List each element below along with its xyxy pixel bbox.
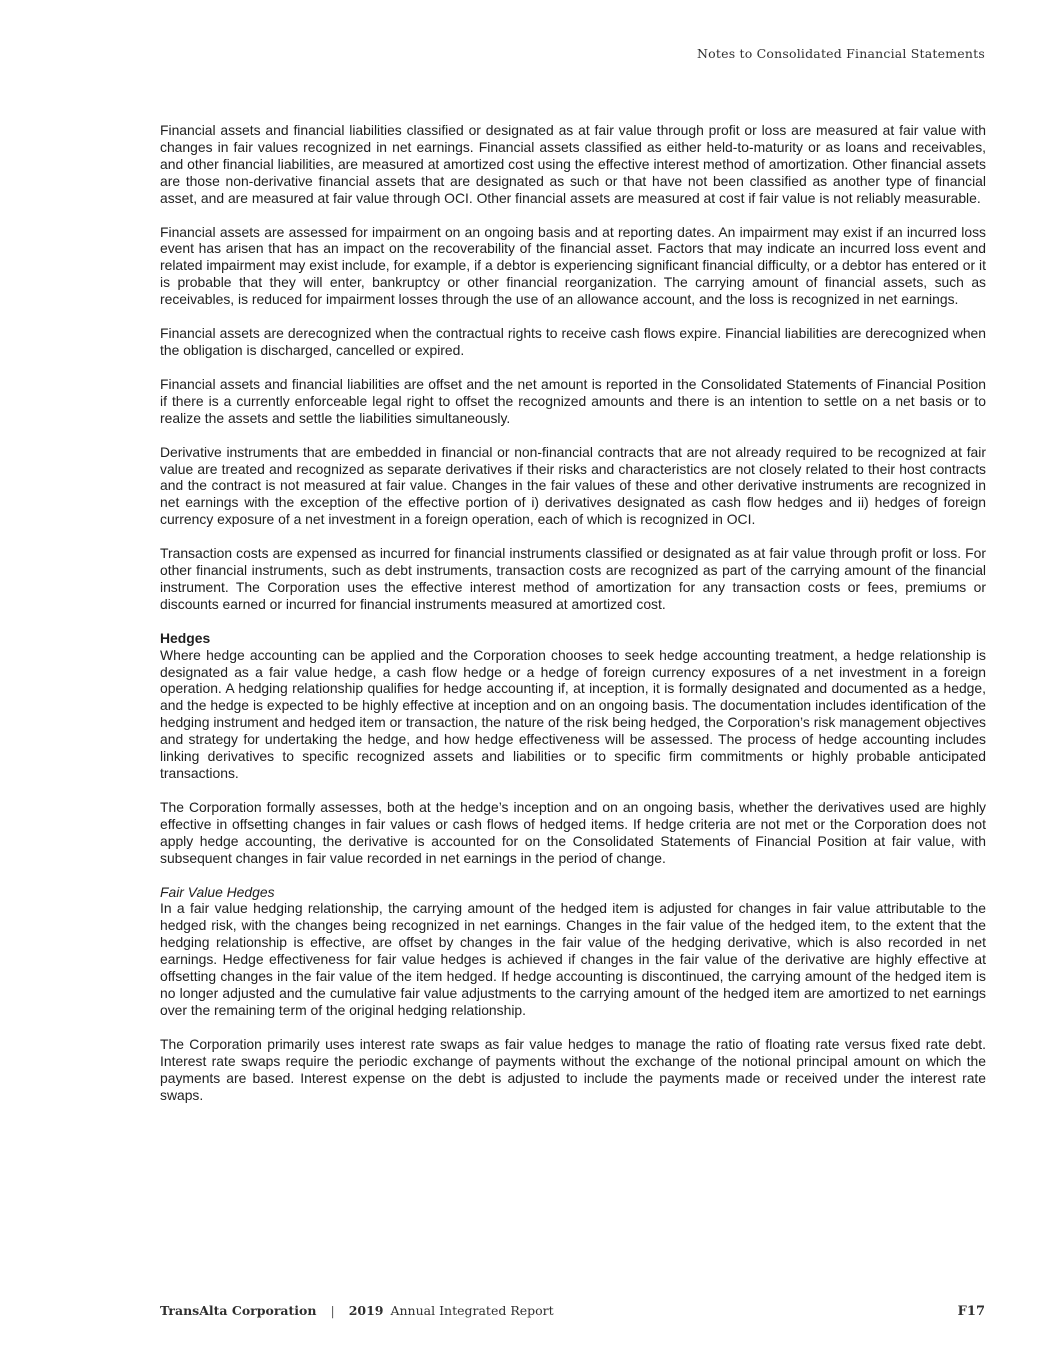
page-number: F17 bbox=[957, 1304, 985, 1319]
paragraph-hedge-accounting: Where hedge accounting can be applied and the Corporation chooses to seek hedge accounting treatment, a hedge relationship is designated as a fair value hedge, a cash flow hedge or a hedge of foreign currency exposures of a net investment in a foreign operation. A hedging relationship qualifies for hedge accounting if, at inception, it is formally designated and documented as a hedge, and the hedge is expected to be highly effective at inception and on an ongoing basis. The documentation includes identification of the hedging instrument and hedged item or transaction, the nature of the risk being hedged, the Corporation’s risk management objectives and strategy for undertaking the hedge, and how hedge effectiveness will be assessed. The process of hedge accounting includes linking derivatives to specific recognized assets and liabilities or to specific firm commitments or highly probable anticipated transactions. bbox=[160, 646, 986, 781]
paragraph-hedge-assessment: The Corporation formally assesses, both at the hedge’s inception and on an ongoing basis, whether the derivatives used are highly effective in offsetting changes in fair values or cash flows of hedged items. If hedge criteria are not met or the Corporation does not apply hedge accounting, the derivative is accounted for on the Consolidated Statements of Financial Position at fair value, with subsequent changes in fair value recorded in net earnings in the period of change. bbox=[160, 798, 986, 866]
content-area bbox=[160, 122, 986, 1103]
footer-separator: | bbox=[330, 1303, 335, 1318]
footer-left bbox=[160, 1303, 554, 1318]
page-header bbox=[697, 46, 985, 61]
paragraph-derecognition: Financial assets are derecognized when the contractual rights to receive cash flows expire. Financial liabilities are derecognized when the obligation is discharged, cancelled or expired. bbox=[160, 325, 986, 358]
section-heading-hedges: Hedges bbox=[160, 629, 211, 646]
footer-report-title: Annual Integrated Report bbox=[390, 1303, 554, 1318]
paragraph-fair-value-hedging: In a fair value hedging relationship, the carrying amount of the hedged item is adjusted for changes in fair value attributable to the hedged risk, with the changes being recognized in net earnings. Changes in the fair value of the hedged item, to the extent that the hedging relationship is effective, are offset by changes in the fair value of the hedging derivative, which is also recorded in net earnings. Hedge effectiveness for fair value hedges is achieved if changes in the fair value of the derivative are highly effective at offsetting changes in the fair value of the item hedged. If hedge accounting is discontinued, the carrying amount of the hedged item is no longer adjusted and the cumulative fair value adjustments to the carrying amount of the hedged item are amortized to net earnings over the remaining term of the original hedging relationship. bbox=[160, 900, 986, 1018]
paragraph-financial-assets-measurement: Financial assets and financial liabilities classified or designated as at fair value through profit or loss are measured at fair value with changes in fair values recognized in net earnings. Financial assets classified as either held-to-maturity or as loans and receivables, and other financial liabilities, are measured at amortized cost using the effective interest method of amortization. Other financial assets are those non-derivative financial assets that are designated as such or that have not been classified as another type of financial asset, and are measured at fair value through OCI. Other financial assets are measured at cost if fair value is not reliably measurable. bbox=[160, 122, 986, 206]
footer-company-name: TransAlta Corporation bbox=[160, 1303, 317, 1318]
paragraph-transaction-costs: Transaction costs are expensed as incurred for financial instruments classified or designated as at fair value through profit or loss. For other financial instruments, such as debt instruments, transaction costs are recognized as part of the carrying amount of the financial instrument. The Corporation uses the effective interest method of amortization for any transaction costs or fees, premiums or discounts earned or incurred for financial instruments measured at amortized cost. bbox=[160, 545, 986, 612]
paragraph-impairment: Financial assets are assessed for impairment on an ongoing basis and at reporting dates. An impairment may exist if an incurred loss event has arisen that has an impact on the recoverability of the financial asset. Factors that may indicate an incurred loss event and related impairment may exist include, for example, if a debtor is experiencing significant financial difficulty, or a debtor has entered or it is probable that they will enter, bankruptcy or other financial reorganization. The carrying amount of financial assets, such as receivables, is reduced for impairment losses through the use of an allowance account, and the loss is recognized in net earnings. bbox=[160, 223, 986, 308]
paragraph-embedded-derivatives: Derivative instruments that are embedded in financial or non-financial contracts that are not already required to be recognized at fair value are treated and recognized as separate derivatives if their risks and characteristics are not closely related to their host contracts and the contract is not measured at fair value. Changes in the fair values of these and other derivative instruments are recognized in net earnings with the exception of the effective portion of i) derivatives designated as cash flow hedges and ii) hedges of foreign currency exposure of a net investment in a foreign operation, each of which is recognized in OCI. bbox=[160, 443, 986, 528]
footer-report-year: 2019 bbox=[348, 1303, 384, 1318]
section-heading-fair-value-hedges: Fair Value Hedges bbox=[160, 883, 275, 900]
paragraph-interest-rate-swaps: The Corporation primarily uses interest rate swaps as fair value hedges to manage the ratio of floating rate versus fixed rate debt. Interest rate swaps require the periodic exchange of payments without the exchange of the notional principal amount on which the payments are based. Interest expense on the debt is adjusted to include the payments made or received under the interest rate swaps. bbox=[160, 1035, 986, 1103]
page-footer bbox=[160, 1303, 985, 1319]
header-title: Notes to Consolidated Financial Statements bbox=[697, 46, 985, 61]
paragraph-offsetting: Financial assets and financial liabilities are offset and the net amount is reported in the Consolidated Statements of Financial Position if there is a currently enforceable legal right to offset the recognized amounts and there is an intention to settle on a net basis or to realize the assets and settle the liabilities simultaneously. bbox=[160, 375, 986, 426]
